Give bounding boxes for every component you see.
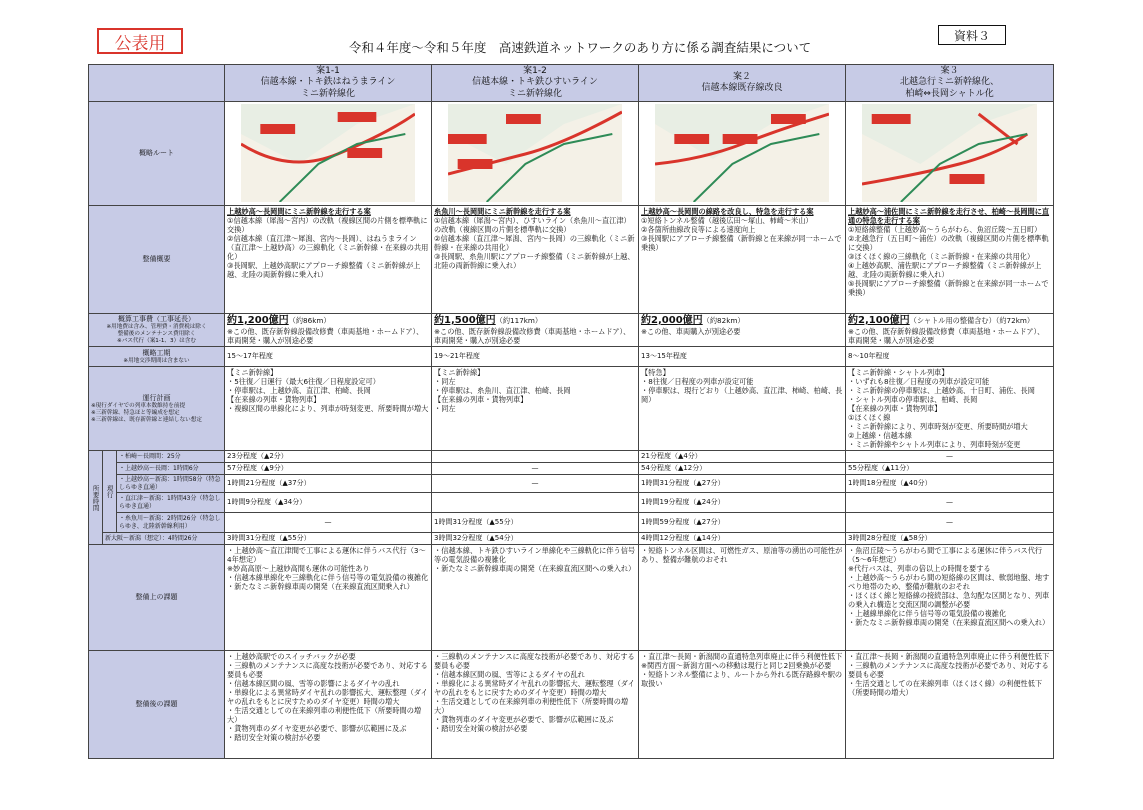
route-map-image (448, 104, 622, 202)
time-row-label: ・直江津～新潟：1時間43分（特急しらゆき直通） (117, 493, 225, 513)
operation-cell-3: 【特急】 ・8往復／日程度の列車が設定可能 ・停車駅は、現行どおり（上越妙高、直江津、柿崎、柏崎、長岡） (639, 367, 846, 451)
time-cell: 1時間21分程度（▲37分） (225, 475, 432, 493)
issues-after-cell-4: ・直江津～長岡・新潟間の直通特急列車廃止に伴う利便性低下 ・三線軌のメンテナンスに高度な技術が必要であり、対応する要員も必要 ・生活交通としての在来線列車（ほくほく線）の利便性低下（所要時間の増大） (846, 651, 1054, 759)
time-cell: — (846, 513, 1054, 533)
row-label-time-group: 所要時間 (89, 451, 103, 545)
time-cell: — (846, 451, 1054, 463)
time-cell: 21分程度（▲4分） (639, 451, 846, 463)
column-header-2: 案1-2 信越本線・トキ鉄ひすいライン ミニ新幹線化 (432, 65, 639, 102)
overview-cell-1: 上越妙高～長岡間にミニ新幹線を走行する案 ①信越本線（犀潟～宮内）の改軌（複線区間の片側を標準軌に交換） ②信越本線（直江津～犀潟、宮内～長岡）、はねうまライン（直江津～上越妙高）の三線軌化（ミニ新幹線・在来線の共用化） ③長岡駅、上越妙高駅にアプローチ線整備（ミニ新幹線が上越、北陸の両新幹線に乗入れ） (225, 205, 432, 313)
time-cell: 1時間59分程度（▲27分） (639, 513, 846, 533)
issues-construction-cell-3: ・短絡トンネル区間は、可燃性ガス、原油等の湧出の可能性があり、整備が難航のおそれ (639, 545, 846, 651)
route-map-cell-4 (846, 101, 1054, 205)
comparison-table (88, 64, 1054, 759)
operation-cell-1: 【ミニ新幹線】 ・5往復／日運行（最大6往復／日程度設定可） ・停車駅は、上越妙高、直江津、柏崎、長岡 【在来線の列車・貨物列車】 ・複線区間の単線化により、列車が時刻変更、所要時間が増大 (225, 367, 432, 451)
overview-cell-2: 糸魚川～長岡間にミニ新幹線を走行する案 ①信越本線（犀潟～宮内）、ひすいライン（糸魚川～直江津）の改軌（複線区間の片側を標準軌に交換） ②信越本線（直江津～犀潟、宮内～長岡）の三線軌化（ミニ新幹線・在来線の共用化） ③長岡駅、糸魚川駅にアプローチ線整備（ミニ新幹線が上越、北陸の両新幹線に乗入れ） (432, 205, 639, 313)
time-cell: — (432, 475, 639, 493)
row-label-route: 概略ルート (89, 101, 225, 205)
document-number: 資料３ (938, 25, 1006, 45)
time-row-label: ・糸魚川～新潟：2時間26分（特急しらゆき、北陸新幹線利用） (117, 513, 225, 533)
column-header-3: 案２ 信越本線既存線改良 (639, 65, 846, 102)
cost-cell-4: 約2,100億円（シャトル用の整備含む）（約72km） ※この他、既存新幹線設備改修費（車両基地・ホームドア）、車両開発・購入が別途必要 (846, 313, 1054, 347)
time-row-label: ・上越妙高～長岡：1時間6分 (117, 463, 225, 475)
row-label-cost: 概算工事費（工事延長） ※用地費は含み、管理費・消費税は除く 整備後のメンテナンス費用除く ※バス代行（案1-1、3）は含む (89, 313, 225, 347)
time-cell: 3時間31分程度（▲55分） (225, 533, 432, 545)
time-row-label: 新大阪～新潟（想定）：4時間26分 (103, 533, 225, 545)
time-cell: 4時間12分程度（▲14分） (639, 533, 846, 545)
overview-cell-4: 上越妙高～浦佐間にミニ新幹線を走行させ、柏崎～長岡間に直通の特急を走行する案 ①短絡線整備（上越妙高～うらがわら、魚沼丘陵～五日町） ②北越急行（五日町～浦佐）の改軌（複線区間の片側を標準軌に交換） ③ほくほく線の三線軌化（ミニ新幹線・在来線の共用化） ④上越妙高駅、浦佐駅にアプローチ線整備（ミニ新幹線が上越、北陸の両新幹線に乗入れ） ⑤長岡駅にアプローチ線整備（新幹線と在来線が同一ホームで乗換） (846, 205, 1054, 313)
issues-after-cell-3: ・直江津～長岡・新潟間の直通特急列車廃止に伴う利便性低下 ※関西方面～新潟方面への移動は現行と同じ2回乗換が必要 ・短絡トンネル整備により、ルートから外れる既存路線や駅の取扱い (639, 651, 846, 759)
issues-after-cell-2: ・三線軌のメンテナンスに高度な技術が必要であり、対応する要員も必要 ・信越本線区間の風、雪等によるダイヤの乱れ ・単線化による異常時ダイヤ乱れの影響拡大、運転整理（ダイヤの乱れをもとに戻すためのダイヤ変更）時間の増大 ・生活交通としての在来線列車の利便性低下（所要時間の増大） ・貨物列車のダイヤ変更が必要で、影響が広範囲に及ぶ ・踏切安全対策の検討が必要 (432, 651, 639, 759)
cost-cell-1: 約1,200億円（約86km） ※この他、既存新幹線設備改修費（車両基地・ホームドア）、車両開発・購入が別途必要 (225, 313, 432, 347)
time-cell: 3時間32分程度（▲54分） (432, 533, 639, 545)
issues-after-cell-1: ・上越妙高駅でのスイッチバックが必要 ・三線軌のメンテナンスに高度な技術が必要であり、対応する要員も必要 ・信越本線区間の風、雪等の影響によるダイヤの乱れ ・単線化による異常時ダイヤ乱れの影響拡大、運転整理（ダイヤの乱れをもとに戻すためのダイヤ変更）時間の増大 ・生活交通としての在来線列車の利便性低下（所要時間の増大） ・貨物列車のダイヤ変更が必要で、影響が広範囲に及ぶ ・踏切安全対策の検討が必要 (225, 651, 432, 759)
time-row-label: ・上越妙高～新潟：1時間58分（特急しらゆき直通） (117, 475, 225, 493)
operation-cell-2: 【ミニ新幹線】 ・同左 ・停車駅は、糸魚川、直江津、柏崎、長岡 【在来線の列車・貨物列車】 ・同左 (432, 367, 639, 451)
issues-construction-cell-2: ・信越本線、トキ鉄ひすいライン単線化や三線軌化に伴う信号等の電気設備の複雑化 ・新たなミニ新幹線車両の開発（在来線直流区間への乗入れ） (432, 545, 639, 651)
period-cell-2: 19～21年程度 (432, 347, 639, 367)
time-cell: 23分程度（▲2分） (225, 451, 432, 463)
time-cell: — (846, 493, 1054, 513)
time-cell: 55分程度（▲11分） (846, 463, 1054, 475)
time-cell: 1時間31分程度（▲27分） (639, 475, 846, 493)
period-cell-4: 8～10年程度 (846, 347, 1054, 367)
cost-cell-2: 約1,500億円（約117km） ※この他、既存新幹線設備改修費（車両基地・ホームドア）、車両開発・購入が別途必要 (432, 313, 639, 347)
row-label-operation: 運行計画 ※現行ダイヤでの列車本数維持を前提 ※三新幹線、特急ほと等編成を想定 ※三新幹線は、既存新幹線と連結しない想定 (89, 367, 225, 451)
time-cell: 1時間9分程度（▲34分） (225, 493, 432, 513)
issues-construction-cell-4: ・魚沼丘陵～うらがわら間で工事による運休に伴うバス代行（5～6年想定） ※代行バスは、列車の倍以上の時間を要する ・上越妙高～うらがわら間の短絡線の区間は、軟弱地盤、地すべり地帯のため、整備が難航のおそれ ・ほくほく線と短絡線の接続部は、急勾配な区間となり、列車の乗入れ構造と交流区間の調整が必要 ・上越線単線化に伴う信号等の電気設備の複雑化 ・新たなミニ新幹線車両の開発（在来線直流区間への乗入れ） (846, 545, 1054, 651)
time-cell: 1時間19分程度（▲24分） (639, 493, 846, 513)
cost-cell-3: 約2,000億円（約82km） ※この他、車両購入が別途必要 (639, 313, 846, 347)
column-header-4: 案３ 北越急行ミニ新幹線化、 柏崎⇔長岡シャトル化 (846, 65, 1054, 102)
period-cell-3: 13～15年程度 (639, 347, 846, 367)
column-header-1: 案1-1 信越本線・トキ鉄はねうまライン ミニ新幹線化 (225, 65, 432, 102)
row-label-time-current: 現行 (103, 451, 117, 533)
time-cell: 1時間18分程度（▲40分） (846, 475, 1054, 493)
time-cell (432, 493, 639, 513)
overview-cell-3: 上越妙高～長岡間の線路を改良し、特急を走行する案 ①短絡トンネル整備（越後広田～塚山、柿崎～米山） ②各箇所曲線改良等による速度向上 ③長岡駅にアプローチ線整備（新幹線と在来線が同一ホームで乗換） (639, 205, 846, 313)
route-map-image (241, 104, 415, 202)
row-label-period: 概略工期 ※用地交渉期間は含まない (89, 347, 225, 367)
issues-construction-cell-1: ・上越妙高～直江津間で工事による運休に伴うバス代行（3～4年想定） ※妙高高原～上越妙高間も運休の可能性あり ・信越本線単線化や三線軌化に伴う信号等の電気設備の複雑化 ・新たなミニ新幹線車両の開発（在来線直流区間乗入れ） (225, 545, 432, 651)
time-cell: — (432, 463, 639, 475)
time-row-label: ・柏崎～長岡間：25分 (117, 451, 225, 463)
route-map-image (655, 104, 829, 202)
route-map-cell-1 (225, 101, 432, 205)
time-cell: — (225, 513, 432, 533)
time-cell: 3時間28分程度（▲58分） (846, 533, 1054, 545)
header-corner (89, 65, 225, 102)
row-label-overview: 整備概要 (89, 205, 225, 313)
time-cell: 1時間31分程度（▲55分） (432, 513, 639, 533)
route-map-cell-3 (639, 101, 846, 205)
public-label: 公表用 (97, 28, 183, 54)
time-cell: 54分程度（▲12分） (639, 463, 846, 475)
row-label-issues-construction: 整備上の課題 (89, 545, 225, 651)
document-title: 令和４年度～令和５年度 高速鉄道ネットワークのあり方に係る調査結果について (348, 40, 812, 55)
period-cell-1: 15～17年程度 (225, 347, 432, 367)
row-label-issues-after: 整備後の課題 (89, 651, 225, 759)
operation-cell-4: 【ミニ新幹線・シャトル列車】 ・いずれも8往復／日程度の列車が設定可能 ・ミニ新幹線の停車駅は、上越妙高、十日町、浦佐、長岡 ・シャトル列車の停車駅は、柏崎、長岡 【在来線の列車・貨物列車】 ①ほくほく線 ・ミニ新幹線により、列車時刻が変更、所要時間が増大 ②上越線・信越本線 ・ミニ新幹線やシャトル列車により、列車時刻が変更 (846, 367, 1054, 451)
route-map-cell-2 (432, 101, 639, 205)
route-map-image (862, 104, 1037, 202)
time-cell: 57分程度（▲9分） (225, 463, 432, 475)
time-cell (432, 451, 639, 463)
